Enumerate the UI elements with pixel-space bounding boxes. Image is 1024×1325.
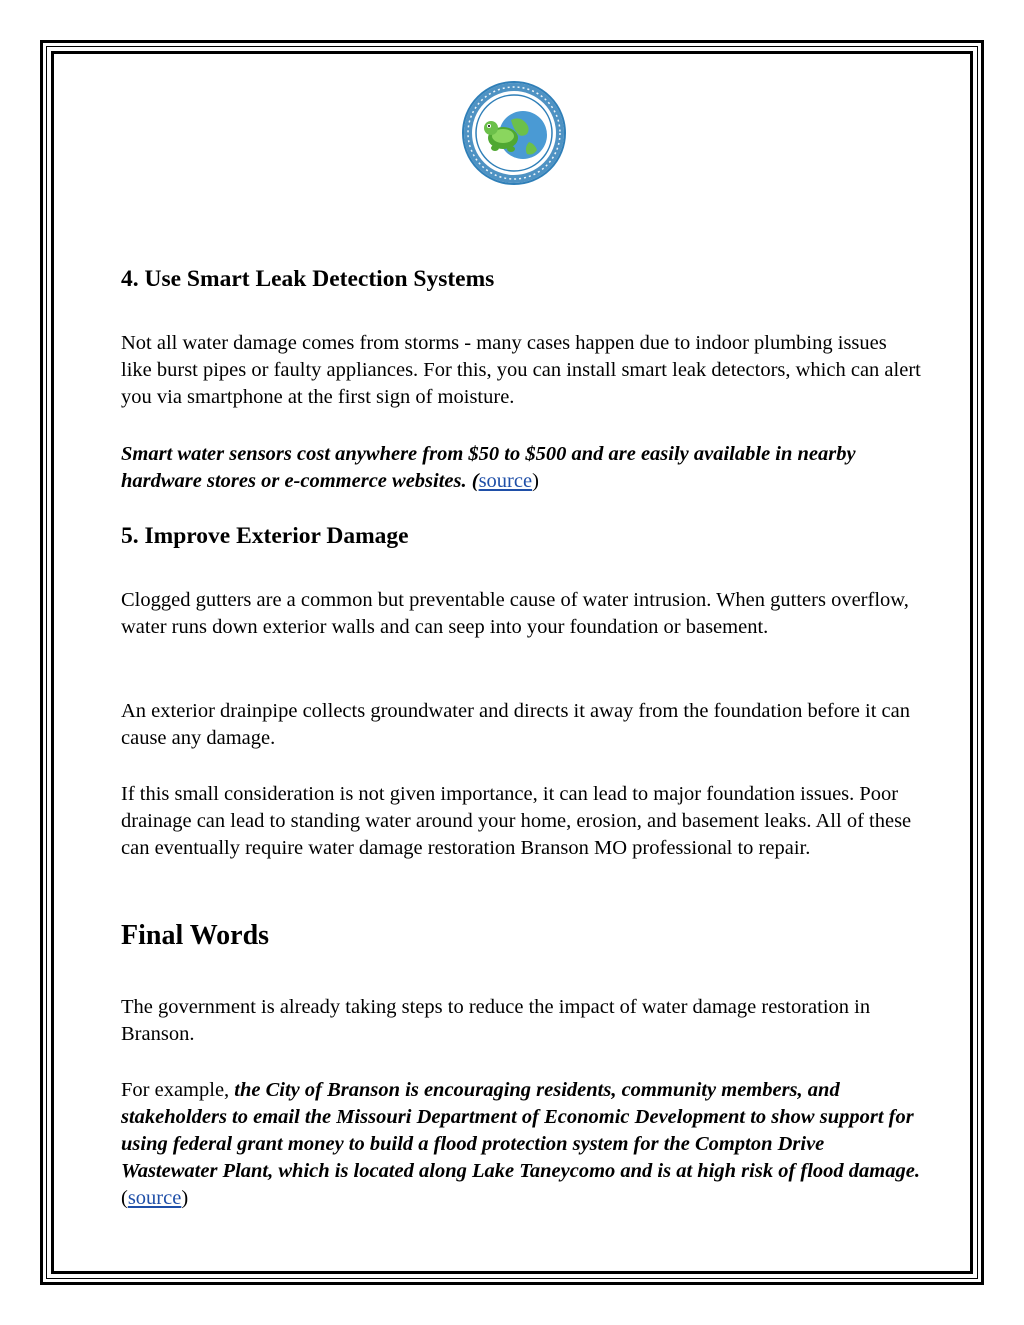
paragraph-government-steps: The government is already taking steps to reduce the impact of water damage restoration in Branson.: [121, 996, 871, 1045]
paragraph-smart-leak-intro: Not all water damage comes from storms - many cases happen due to indoor plumbing issues like burst pipes or faulty appliances. For this, you can install smart leak detectors, which can alert you via smartphone at the first sign of moisture.: [121, 332, 921, 408]
sensor-cost-text: Smart water sensors cost anywhere from $50 to $500 and are easily available in nearby hardware stores or e-commerce websites. (: [121, 443, 856, 492]
source-close-paren: ): [532, 470, 539, 492]
final-words-heading: Final Words: [121, 920, 270, 951]
branson-initiative-text: the City of Branson is encouraging residents, community members, and stakeholders to email the Missouri Department of Economic Development to show support for using federal grant money to build a flood protection system for the Compton Drive Wastewater Plant, which is located along Lake Taneycomo and is at high risk of flood damage.: [121, 1079, 920, 1182]
source-open-paren: (: [121, 1187, 128, 1209]
paragraph-sensor-cost-note: [121, 441, 921, 495]
company-logo: [461, 80, 567, 186]
source-link-sensors[interactable]: source: [478, 470, 533, 492]
source-link-branson[interactable]: source: [127, 1187, 182, 1209]
example-lead-text: For example,: [121, 1079, 235, 1101]
section-heading-exterior-damage: 5. Improve Exterior Damage: [121, 523, 409, 549]
paragraph-branson-example: [121, 1077, 921, 1212]
paragraph-drainage-issues: If this small consideration is not given importance, it can lead to major foundation issues. Poor drainage can lead to standing water around your home, erosion, and basement leaks. All of these can eventually require water damage restoration Branson MO professional to repair.: [121, 783, 912, 859]
logo-emblem-icon: [461, 80, 567, 186]
section-heading-smart-leak: 4. Use Smart Leak Detection Systems: [121, 266, 495, 292]
paragraph-exterior-drainpipe: An exterior drainpipe collects groundwater and directs it away from the foundation before it can cause any damage.: [121, 700, 910, 749]
paragraph-clogged-gutters: Clogged gutters are a common but preventable cause of water intrusion. When gutters overflow, water runs down exterior walls and can seep into your foundation or basement.: [121, 589, 909, 638]
source-close-paren-2: ): [181, 1187, 189, 1209]
